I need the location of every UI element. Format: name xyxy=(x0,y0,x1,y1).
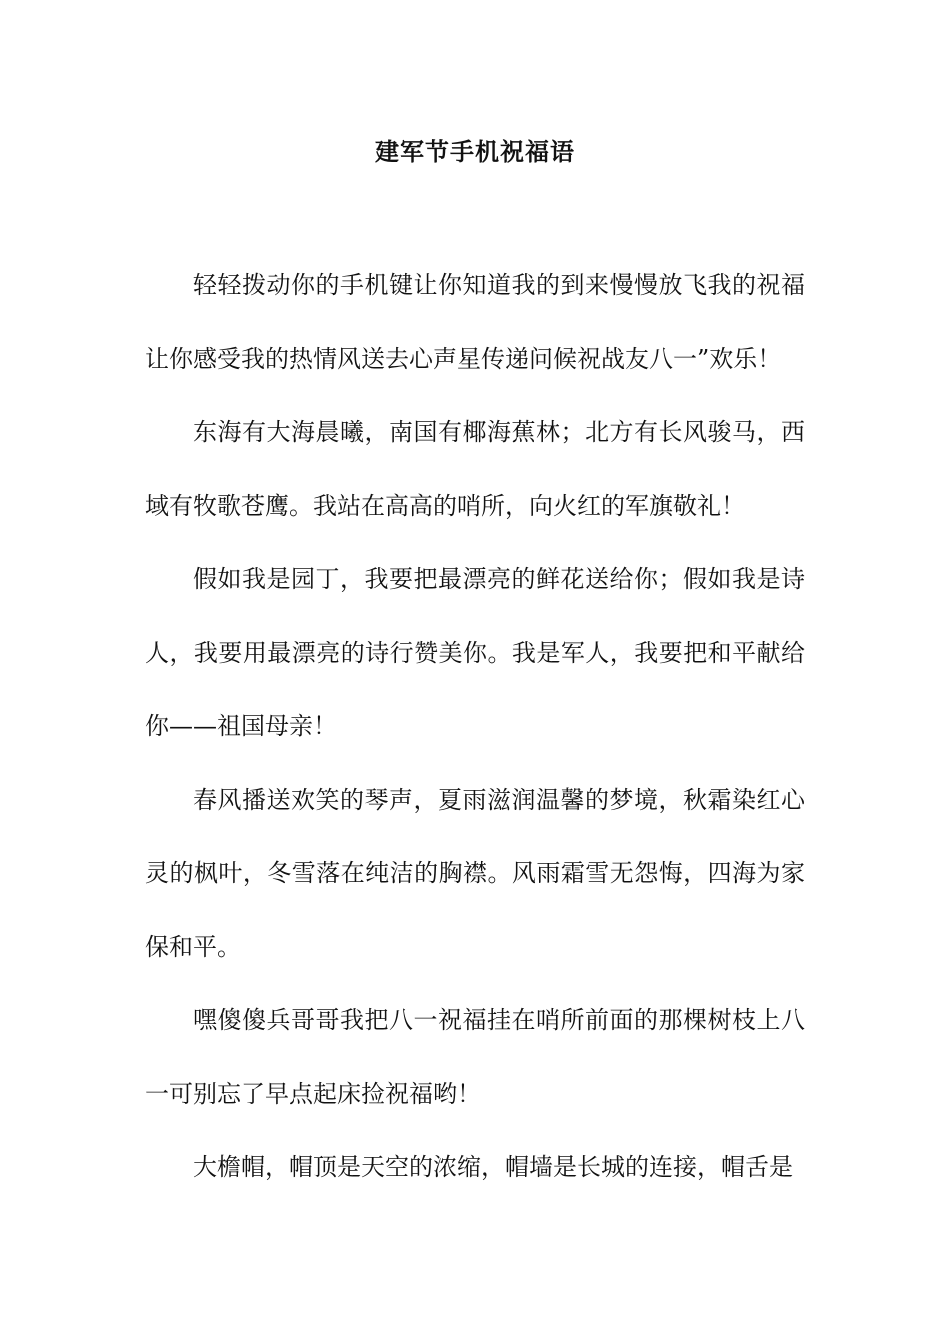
document-body xyxy=(145,249,805,1205)
paragraph-2: 东海有大海晨曦，南国有椰海蕉林；北方有长风骏马，西域有牧歌苍鹰。我站在高高的哨所，向火红的军旗敬礼！ xyxy=(145,418,805,520)
paragraph-6: 大檐帽，帽顶是天空的浓缩，帽墙是长城的连接，帽舌是 xyxy=(193,1153,793,1181)
paragraph-1: 轻轻拨动你的手机键让你知道我的到来慢慢放飞我的祝福让你感受我的热情风送去心声星传递问候祝战友八一”欢乐！ xyxy=(145,271,805,373)
paragraph-3: 假如我是园丁，我要把最漂亮的鲜花送给你；假如我是诗人，我要用最漂亮的诗行赞美你。我是军人，我要把和平献给你——祖国母亲！ xyxy=(145,565,805,740)
paragraph-4: 春风播送欢笑的琴声，夏雨滋润温馨的梦境，秋霜染红心灵的枫叶，冬雪落在纯洁的胸襟。风雨霜雪无怨悔，四海为家保和平。 xyxy=(145,785,805,961)
paragraph-5: 嘿傻傻兵哥哥我把八一祝福挂在哨所前面的那棵树枝上八一可别忘了早点起床捡祝福哟！ xyxy=(145,1006,805,1108)
document-title: 建军节手机祝福语 xyxy=(375,137,575,166)
